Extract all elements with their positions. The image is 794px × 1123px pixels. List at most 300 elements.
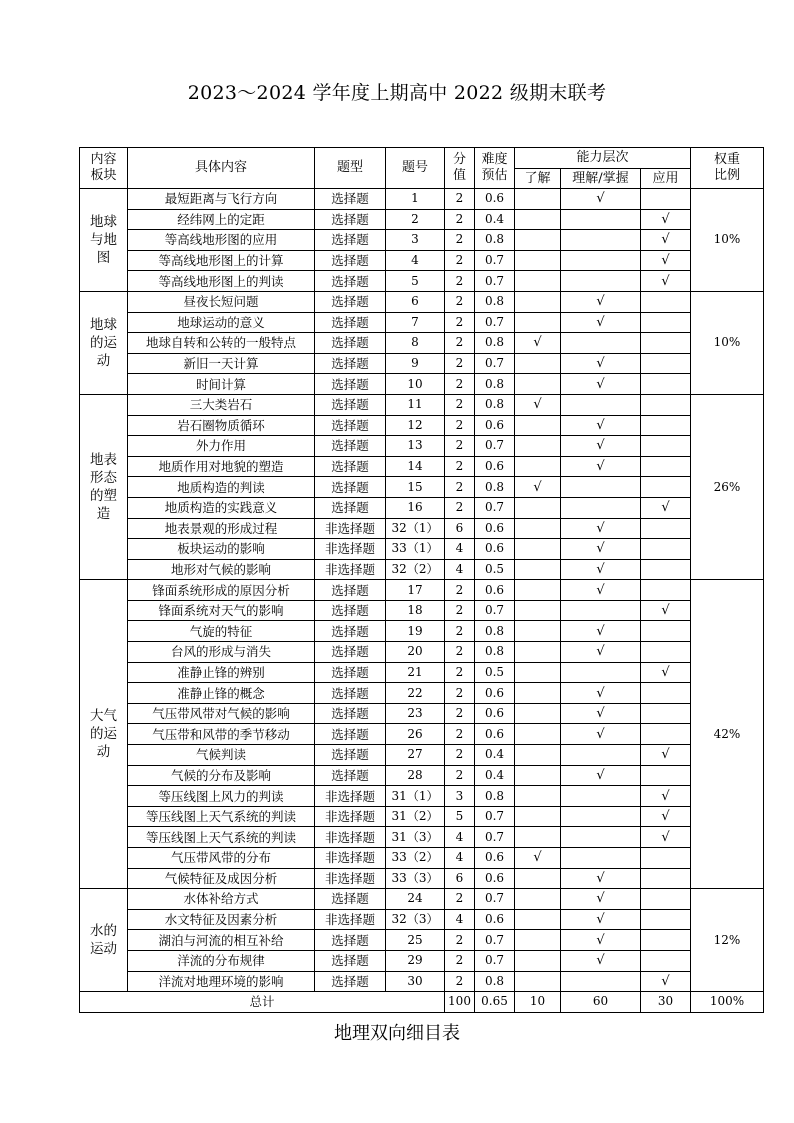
row-type: 选择题 (315, 271, 386, 292)
ability-apply-cell (641, 539, 691, 560)
row-number: 20 (386, 642, 445, 663)
row-difficulty: 0.7 (475, 497, 515, 518)
row-content: 地表景观的形成过程 (128, 518, 315, 539)
row-type: 选择题 (315, 662, 386, 683)
check-mark: √ (596, 541, 605, 557)
row-number: 4 (386, 250, 445, 271)
table-row (80, 250, 764, 271)
table-row (80, 827, 764, 848)
row-type: 非选择题 (315, 559, 386, 580)
row-score: 2 (445, 724, 475, 745)
check-mark: √ (596, 912, 605, 928)
ability-comprehend-cell (561, 889, 641, 910)
ability-apply-cell (641, 765, 691, 786)
ability-understand-cell (515, 600, 561, 621)
header-content: 具体内容 (128, 148, 315, 189)
ability-understand-cell (515, 230, 561, 251)
header-number: 题号 (386, 148, 445, 189)
row-content: 岩石圈物质循环 (128, 415, 315, 436)
row-score: 4 (445, 539, 475, 560)
row-number: 16 (386, 497, 445, 518)
ability-understand-cell (515, 312, 561, 333)
ability-apply-cell (641, 291, 691, 312)
ability-apply-cell (641, 930, 691, 951)
row-content: 时间计算 (128, 374, 315, 395)
ability-apply-cell (641, 477, 691, 498)
row-score: 2 (445, 436, 475, 457)
specification-table (79, 147, 764, 1013)
row-score: 2 (445, 642, 475, 663)
ability-apply-cell (641, 971, 691, 992)
check-mark: √ (596, 891, 605, 907)
check-mark: √ (596, 726, 605, 742)
check-mark: √ (596, 417, 605, 433)
ability-understand-cell (515, 353, 561, 374)
table-row (80, 271, 764, 292)
row-number: 24 (386, 889, 445, 910)
table-row (80, 621, 764, 642)
ability-understand-cell (515, 539, 561, 560)
header-weight: 权重比例 (691, 148, 764, 189)
check-mark: √ (661, 253, 670, 269)
check-mark: √ (661, 232, 670, 248)
row-type: 选择题 (315, 745, 386, 766)
row-type: 选择题 (315, 497, 386, 518)
check-mark: √ (661, 829, 670, 845)
row-number: 21 (386, 662, 445, 683)
ability-understand-cell (515, 889, 561, 910)
table-row (80, 353, 764, 374)
row-score: 2 (445, 250, 475, 271)
ability-comprehend-cell (561, 662, 641, 683)
ability-understand-cell (515, 333, 561, 354)
row-type: 选择题 (315, 230, 386, 251)
table-row (80, 642, 764, 663)
ability-comprehend-cell (561, 848, 641, 869)
ability-comprehend-cell (561, 333, 641, 354)
row-number: 10 (386, 374, 445, 395)
table-row (80, 312, 764, 333)
table-row (80, 415, 764, 436)
row-number: 28 (386, 765, 445, 786)
row-score: 6 (445, 518, 475, 539)
ability-apply-cell (641, 642, 691, 663)
table-row (80, 703, 764, 724)
ability-understand-cell (515, 580, 561, 601)
row-score: 6 (445, 868, 475, 889)
row-number: 30 (386, 971, 445, 992)
row-content: 等压线图上天气系统的判读 (128, 827, 315, 848)
check-mark: √ (596, 644, 605, 660)
header-ability-apply: 应用 (641, 169, 691, 189)
table-row (80, 580, 764, 601)
row-difficulty: 0.6 (475, 580, 515, 601)
row-difficulty: 0.6 (475, 518, 515, 539)
ability-understand-cell (515, 621, 561, 642)
row-score: 2 (445, 189, 475, 210)
row-type: 选择题 (315, 683, 386, 704)
row-type: 选择题 (315, 930, 386, 951)
row-number: 31（3） (386, 827, 445, 848)
row-content: 地质作用对地貌的塑造 (128, 456, 315, 477)
row-difficulty: 0.6 (475, 415, 515, 436)
ability-comprehend-cell (561, 271, 641, 292)
block-name: 大气的运动 (80, 580, 128, 889)
ability-comprehend-cell (561, 642, 641, 663)
header-type: 题型 (315, 148, 386, 189)
row-number: 14 (386, 456, 445, 477)
table-row (80, 745, 764, 766)
row-number: 6 (386, 291, 445, 312)
row-content: 气压带风带对气候的影响 (128, 703, 315, 724)
row-content: 地质构造的实践意义 (128, 497, 315, 518)
row-content: 外力作用 (128, 436, 315, 457)
ability-comprehend-cell (561, 456, 641, 477)
row-content: 水体补给方式 (128, 889, 315, 910)
row-difficulty: 0.8 (475, 374, 515, 395)
table-row (80, 559, 764, 580)
check-mark: √ (596, 623, 605, 639)
row-score: 2 (445, 662, 475, 683)
row-content: 地球运动的意义 (128, 312, 315, 333)
ability-apply-cell (641, 662, 691, 683)
row-type: 选择题 (315, 950, 386, 971)
row-content: 地球自转和公转的一般特点 (128, 333, 315, 354)
row-difficulty: 0.4 (475, 765, 515, 786)
table-row (80, 436, 764, 457)
row-difficulty: 0.6 (475, 724, 515, 745)
check-mark: √ (661, 809, 670, 825)
table-row (80, 971, 764, 992)
check-mark: √ (596, 191, 605, 207)
row-number: 11 (386, 394, 445, 415)
table-row (80, 539, 764, 560)
row-number: 8 (386, 333, 445, 354)
header-ability: 能力层次 (515, 148, 691, 169)
row-number: 3 (386, 230, 445, 251)
ability-comprehend-cell (561, 621, 641, 642)
table-row (80, 497, 764, 518)
row-content: 气旋的特征 (128, 621, 315, 642)
ability-comprehend-cell (561, 497, 641, 518)
ability-understand-cell (515, 786, 561, 807)
table-row (80, 848, 764, 869)
row-content: 气压带风带的分布 (128, 848, 315, 869)
ability-comprehend-cell (561, 394, 641, 415)
table-caption: 地理双向细目表 (334, 1023, 460, 1044)
row-number: 31（2） (386, 806, 445, 827)
table-row (80, 291, 764, 312)
row-type: 选择题 (315, 312, 386, 333)
row-content: 台风的形成与消失 (128, 642, 315, 663)
check-mark: √ (661, 603, 670, 619)
row-score: 2 (445, 950, 475, 971)
ability-understand-cell (515, 456, 561, 477)
row-number: 29 (386, 950, 445, 971)
row-difficulty: 0.7 (475, 600, 515, 621)
ability-apply-cell (641, 559, 691, 580)
row-type: 选择题 (315, 415, 386, 436)
ability-understand-cell (515, 250, 561, 271)
row-type: 选择题 (315, 724, 386, 745)
check-mark: √ (661, 747, 670, 763)
ability-comprehend-cell (561, 230, 641, 251)
row-content: 等高线地形图上的判读 (128, 271, 315, 292)
check-mark: √ (596, 294, 605, 310)
ability-comprehend-cell (561, 786, 641, 807)
ability-comprehend-cell (561, 539, 641, 560)
check-mark: √ (533, 850, 542, 866)
row-score: 2 (445, 230, 475, 251)
row-difficulty: 0.8 (475, 477, 515, 498)
row-difficulty: 0.7 (475, 827, 515, 848)
row-score: 2 (445, 889, 475, 910)
ability-comprehend-cell (561, 250, 641, 271)
row-content: 锋面系统对天气的影响 (128, 600, 315, 621)
ability-apply-cell (641, 786, 691, 807)
row-difficulty: 0.8 (475, 333, 515, 354)
row-number: 15 (386, 477, 445, 498)
ability-apply-cell (641, 518, 691, 539)
ability-comprehend-cell (561, 724, 641, 745)
row-score: 4 (445, 848, 475, 869)
row-difficulty: 0.7 (475, 950, 515, 971)
ability-apply-cell (641, 909, 691, 930)
ability-apply-cell (641, 353, 691, 374)
row-score: 2 (445, 621, 475, 642)
row-difficulty: 0.8 (475, 642, 515, 663)
ability-comprehend-cell (561, 950, 641, 971)
row-number: 9 (386, 353, 445, 374)
table-row (80, 662, 764, 683)
table-row (80, 909, 764, 930)
check-mark: √ (596, 870, 605, 886)
ability-understand-cell (515, 189, 561, 210)
ability-understand-cell (515, 745, 561, 766)
row-difficulty: 0.6 (475, 848, 515, 869)
check-mark: √ (533, 479, 542, 495)
row-number: 32（2） (386, 559, 445, 580)
row-score: 2 (445, 312, 475, 333)
ability-apply-cell (641, 806, 691, 827)
row-number: 31（1） (386, 786, 445, 807)
check-mark: √ (533, 335, 542, 351)
ability-comprehend-cell (561, 415, 641, 436)
row-content: 气候判读 (128, 745, 315, 766)
row-difficulty: 0.6 (475, 909, 515, 930)
check-mark: √ (596, 438, 605, 454)
table-row (80, 786, 764, 807)
ability-understand-cell (515, 848, 561, 869)
row-type: 选择题 (315, 333, 386, 354)
ability-understand-cell (515, 559, 561, 580)
row-difficulty: 0.6 (475, 868, 515, 889)
header-score: 分值 (445, 148, 475, 189)
ability-comprehend-cell (561, 930, 641, 951)
row-difficulty: 0.6 (475, 189, 515, 210)
row-difficulty: 0.6 (475, 456, 515, 477)
row-type: 非选择题 (315, 848, 386, 869)
row-content: 等高线地形图的应用 (128, 230, 315, 251)
block-weight: 26% (691, 394, 764, 579)
ability-comprehend-cell (561, 806, 641, 827)
row-type: 选择题 (315, 189, 386, 210)
ability-apply-cell (641, 724, 691, 745)
row-type: 选择题 (315, 600, 386, 621)
row-type: 选择题 (315, 209, 386, 230)
row-difficulty: 0.7 (475, 250, 515, 271)
check-mark: √ (596, 953, 605, 969)
row-difficulty: 0.4 (475, 745, 515, 766)
table-row (80, 394, 764, 415)
ability-apply-cell (641, 497, 691, 518)
ability-apply-cell (641, 868, 691, 889)
total-difficulty: 0.65 (475, 992, 515, 1013)
ability-understand-cell (515, 662, 561, 683)
ability-understand-cell (515, 642, 561, 663)
ability-comprehend-cell (561, 209, 641, 230)
table-row (80, 230, 764, 251)
table-body (80, 189, 764, 992)
row-score: 2 (445, 374, 475, 395)
row-score: 2 (445, 580, 475, 601)
ability-apply-cell (641, 230, 691, 251)
ability-apply-cell (641, 745, 691, 766)
ability-comprehend-cell (561, 971, 641, 992)
row-content: 三大类岩石 (128, 394, 315, 415)
row-score: 2 (445, 683, 475, 704)
ability-comprehend-cell (561, 312, 641, 333)
header-ability-comprehend: 理解/掌握 (561, 169, 641, 189)
row-content: 等压线图上风力的判读 (128, 786, 315, 807)
table-row (80, 189, 764, 210)
row-type: 选择题 (315, 477, 386, 498)
check-mark: √ (596, 314, 605, 330)
ability-comprehend-cell (561, 600, 641, 621)
row-score: 2 (445, 765, 475, 786)
row-score: 2 (445, 930, 475, 951)
ability-understand-cell (515, 724, 561, 745)
row-number: 18 (386, 600, 445, 621)
check-mark: √ (596, 706, 605, 722)
table-row (80, 724, 764, 745)
row-score: 4 (445, 559, 475, 580)
check-mark: √ (596, 561, 605, 577)
row-difficulty: 0.6 (475, 683, 515, 704)
total-weight: 100% (691, 992, 764, 1013)
ability-apply-cell (641, 333, 691, 354)
ability-apply-cell (641, 436, 691, 457)
ability-understand-cell (515, 765, 561, 786)
header-difficulty: 难度预估 (475, 148, 515, 189)
header-ability-understand: 了解 (515, 169, 561, 189)
row-type: 非选择题 (315, 827, 386, 848)
row-score: 2 (445, 497, 475, 518)
total-row (80, 992, 764, 1013)
ability-apply-cell (641, 703, 691, 724)
table-row (80, 456, 764, 477)
ability-apply-cell (641, 889, 691, 910)
row-type: 选择题 (315, 580, 386, 601)
table-row (80, 518, 764, 539)
row-number: 33（3） (386, 868, 445, 889)
ability-understand-cell (515, 518, 561, 539)
ability-comprehend-cell (561, 353, 641, 374)
table-row (80, 868, 764, 889)
ability-understand-cell (515, 909, 561, 930)
row-difficulty: 0.8 (475, 291, 515, 312)
row-type: 选择题 (315, 971, 386, 992)
ability-apply-cell (641, 848, 691, 869)
row-type: 选择题 (315, 889, 386, 910)
ability-comprehend-cell (561, 436, 641, 457)
row-score: 2 (445, 971, 475, 992)
check-mark: √ (596, 520, 605, 536)
row-content: 新旧一天计算 (128, 353, 315, 374)
row-type: 非选择题 (315, 806, 386, 827)
row-difficulty: 0.7 (475, 312, 515, 333)
row-content: 洋流对地理环境的影响 (128, 971, 315, 992)
row-number: 23 (386, 703, 445, 724)
table-row (80, 683, 764, 704)
total-label: 总计 (80, 992, 445, 1013)
row-difficulty: 0.7 (475, 271, 515, 292)
ability-comprehend-cell (561, 374, 641, 395)
ability-apply-cell (641, 827, 691, 848)
ability-understand-cell (515, 827, 561, 848)
ability-comprehend-cell (561, 909, 641, 930)
ability-understand-cell (515, 868, 561, 889)
row-number: 2 (386, 209, 445, 230)
ability-apply-cell (641, 271, 691, 292)
table-row (80, 889, 764, 910)
row-type: 选择题 (315, 374, 386, 395)
ability-understand-cell (515, 806, 561, 827)
block-name: 地球与地图 (80, 189, 128, 292)
header-block: 内容板块 (80, 148, 128, 189)
row-content: 经纬网上的定距 (128, 209, 315, 230)
row-score: 2 (445, 745, 475, 766)
row-score: 2 (445, 333, 475, 354)
ability-understand-cell (515, 950, 561, 971)
check-mark: √ (661, 973, 670, 989)
row-score: 4 (445, 909, 475, 930)
row-type: 非选择题 (315, 868, 386, 889)
ability-comprehend-cell (561, 868, 641, 889)
row-score: 2 (445, 600, 475, 621)
row-difficulty: 0.7 (475, 930, 515, 951)
row-content: 板块运动的影响 (128, 539, 315, 560)
row-score: 2 (445, 271, 475, 292)
row-score: 5 (445, 806, 475, 827)
row-number: 5 (386, 271, 445, 292)
row-type: 选择题 (315, 394, 386, 415)
check-mark: √ (596, 767, 605, 783)
row-score: 2 (445, 703, 475, 724)
row-difficulty: 0.7 (475, 806, 515, 827)
ability-comprehend-cell (561, 189, 641, 210)
table-row (80, 209, 764, 230)
ability-comprehend-cell (561, 745, 641, 766)
row-type: 选择题 (315, 436, 386, 457)
row-difficulty: 0.8 (475, 230, 515, 251)
ability-apply-cell (641, 600, 691, 621)
total-comprehend: 60 (561, 992, 641, 1013)
row-score: 2 (445, 477, 475, 498)
row-number: 25 (386, 930, 445, 951)
row-content: 准静止锋的概念 (128, 683, 315, 704)
total-apply: 30 (641, 992, 691, 1013)
